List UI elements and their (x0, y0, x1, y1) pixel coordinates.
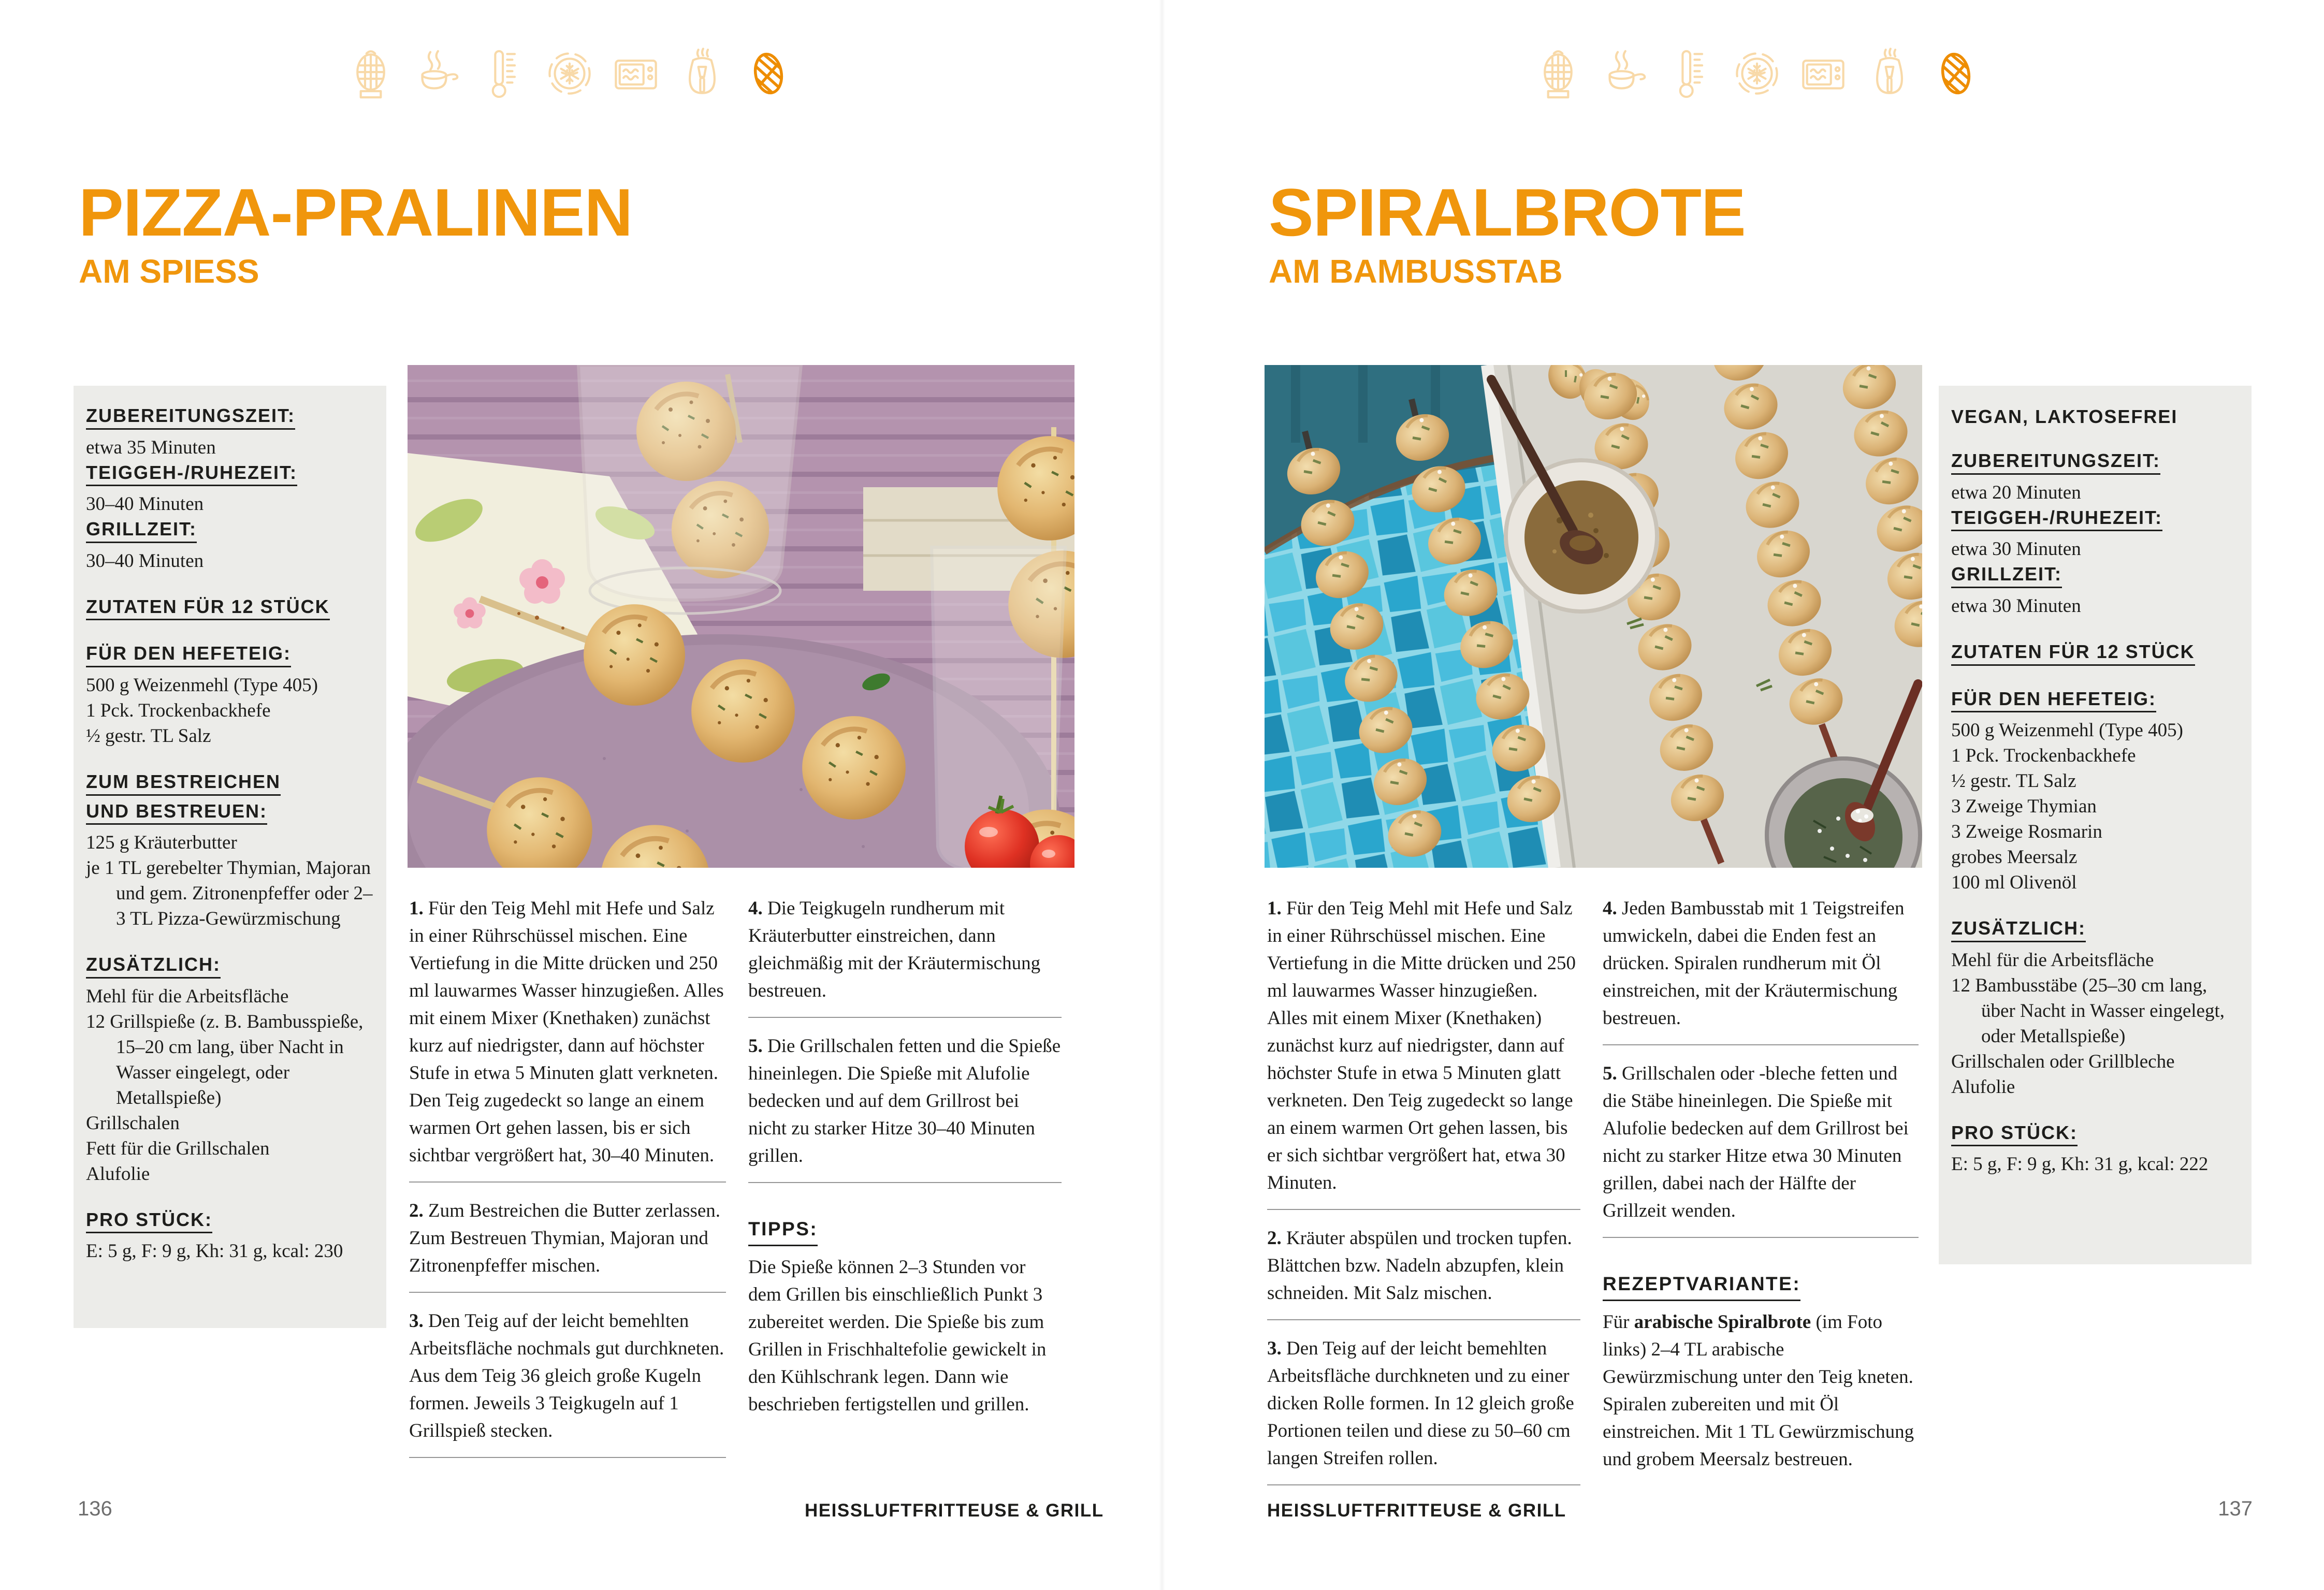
instruction-step: 1. Für den Teig Mehl mit Hefe und Salz in einer Rührschüssel mischen. Eine Vertiefung in die Mitte drücken und 250 ml lauwarmes Wasser hinzugießen. Alles mit einem Mixer (Knethaken) zunächst kurz auf niedrigster, dann auf höchster Stufe in etwa 5 Minuten glatt verkneten. Den Teig zugedeckt so lange an einem warmen Ort gehen lassen, bis er sich sichtbar vergrößert hat, 30–40 Minuten. (409, 898, 724, 1166)
instruction-step: 3. Den Teig auf der leicht bemehlten Arbeitsfläche durchkneten und zu einer dicken Rolle formen. In 12 gleich große Portionen teilen und diese zu 50–60 cm langen Streifen rollen. (1267, 1338, 1574, 1469)
step-divider (409, 1292, 726, 1293)
sidebar-line: Alufolie (1951, 1076, 2015, 1098)
instruction-step: 4. Die Teigkugeln rundherum mit Kräuterbutter einstreichen, dann gleichmäßig mit der Kräutermischung bestreuen. (748, 898, 1041, 1001)
sidebar-heading: ZUBEREITUNGSZEIT: (86, 405, 373, 430)
sidebar-block (86, 954, 373, 1187)
sidebar-line: Mehl für die Arbeitsfläche (1951, 949, 2154, 971)
sidebar-line: ½ gestr. TL Salz (1951, 770, 2076, 792)
instruction-step: 1. Für den Teig Mehl mit Hefe und Salz in einer Rührschüssel mischen. Eine Vertiefung in die Mitte drücken und 250 ml lauwarmes Wasser hinzugießen. Alles mit einem Mixer (Knethaken) zunächst kurz auf niedrigster, dann auf höchster Stufe in etwa 5 Minuten glatt verkneten. Den Teig zugedeckt so lange an einem warmen Ort gehen lassen, bis er sich sichtbar vergrößert hat, etwa 30 Minuten. (1267, 898, 1576, 1193)
saucepan-icon (1601, 46, 1648, 101)
step-number: 5. (1603, 1063, 1617, 1084)
sidebar-line: 12 Grillspieße (z. B. Bambusspieße, 15–20 cm lang, über Nacht in Wasser eingelegt, oder Metallspieße) (86, 1011, 364, 1108)
sidebar-heading: ZUM BESTREICHEN (86, 771, 373, 796)
sidebar-block (1951, 918, 2238, 1100)
sidebar-block (1951, 689, 2238, 896)
sidebar-line: 125 g Kräuterbutter (86, 832, 237, 854)
sidebar-line: etwa 35 Minuten (86, 436, 216, 458)
sidebar-line: 1 Pck. Trockenbackhefe (86, 699, 271, 721)
step-number: 3. (409, 1310, 424, 1332)
step-divider (1267, 1484, 1580, 1485)
sidebar-line: Grillschalen oder Grillbleche (1951, 1051, 2175, 1072)
page-number-right: 137 (2218, 1497, 2253, 1520)
step-number: 1. (1267, 898, 1282, 919)
instructions-column-2-left (748, 895, 1062, 1431)
saucepan-icon (413, 46, 461, 101)
recipe-info-sidebar-left (74, 386, 386, 1328)
sidebar-line: Fett für die Grillschalen (86, 1137, 270, 1159)
instruction-step: 3. Den Teig auf der leicht bemehlten Arbeitsfläche nochmals gut durchkneten. Aus dem Teig 36 gleich große Kugeln formen. Jeweils 3 Teigkugeln auf 1 Grillspieß stecken. (409, 1310, 724, 1441)
step-divider (748, 1017, 1062, 1018)
sidebar-block (86, 643, 373, 749)
step-number: 5. (748, 1035, 763, 1057)
sidebar-line: je 1 TL gerebelter Thymian, Majoran und gem. Zitronenpfeffer oder 2–3 TL Pizza-Gewürzmischung (86, 857, 373, 930)
sidebar-line: etwa 20 Minuten (1951, 482, 2081, 503)
sidebar-line: etwa 30 Minuten (1951, 595, 2081, 617)
sidebar-heading: GRILLZEIT: (86, 519, 373, 543)
page-gutter (1159, 0, 1165, 1590)
step-divider (409, 1181, 726, 1183)
step-divider (1603, 1044, 1919, 1045)
instructions-column-1-right (1267, 895, 1580, 1500)
sidebar-line: grobes Meersalz (1951, 847, 2078, 868)
step-divider (1267, 1319, 1580, 1320)
step-divider (1267, 1209, 1580, 1210)
sidebar-block (1951, 405, 2238, 428)
sidebar-heading: FÜR DEN HEFETEIG: (86, 643, 373, 667)
air-fryer-icon (1866, 46, 1913, 101)
instruction-step: 5. Die Grillschalen fetten und die Spieße hineinlegen. Die Spieße mit Alufolie bedecken und auf dem Grillrost bei nicht zu starker Hitze 30–40 Minuten grillen. (748, 1035, 1061, 1166)
variant-heading: REZEPTVARIANTE: (1603, 1270, 1919, 1308)
sidebar-block (86, 596, 373, 621)
sidebar-line: 3 Zweige Rosmarin (1951, 821, 2102, 843)
sidebar-block (1951, 450, 2238, 619)
step-number: 3. (1267, 1338, 1282, 1359)
sidebar-line: ½ gestr. TL Salz (86, 725, 211, 747)
variant-bold: arabische Spiralbrote (1634, 1311, 1811, 1333)
waffle-iron-icon (347, 46, 395, 101)
appliance-icon-row-left (347, 46, 792, 101)
sidebar-line: 500 g Weizenmehl (Type 405) (1951, 720, 2183, 741)
sidebar-heading: PRO STÜCK: (1951, 1122, 2238, 1147)
sidebar-block (86, 771, 373, 931)
instructions-column-2-right (1603, 895, 1919, 1485)
tips-text: Die Spieße können 2–3 Stunden vor dem Grillen bis einschließlich Punkt 3 zubereitet werden. Die Spieße bis zum Grillen in Frischhaltefolie gewickelt in den Kühlschrank legen. Dann wie beschrieben fertigstellen und grillen. (748, 1257, 1047, 1415)
step-divider (748, 1182, 1062, 1183)
step-number: 4. (1603, 898, 1617, 919)
sidebar-block (86, 405, 373, 574)
sidebar-line: etwa 30 Minuten (1951, 538, 2081, 560)
photo-pizza-pralinen (408, 365, 1074, 868)
sidebar-heading: PRO STÜCK: (86, 1209, 373, 1234)
sidebar-block (1951, 641, 2238, 666)
sidebar-heading: ZUTATEN FÜR 12 STÜCK (1951, 641, 2238, 666)
photo-spiralbrote (1265, 365, 1922, 868)
grill-icon (1932, 46, 1980, 101)
chapter-footer-left: HEISSLUFTFRITTEUSE & GRILL (805, 1500, 1104, 1521)
sidebar-block (1951, 1122, 2238, 1177)
defrost-icon (546, 46, 593, 101)
diet-label: VEGAN, LAKTOSEFREI (1951, 406, 2178, 427)
sidebar-line: 1 Pck. Trockenbackhefe (1951, 745, 2136, 767)
step-divider (1603, 1237, 1919, 1238)
tips-heading: TIPPS: (748, 1215, 1062, 1253)
sidebar-line: 3 Zweige Thymian (1951, 796, 2097, 818)
sidebar-heading: ZUBEREITUNGSZEIT: (1951, 450, 2238, 475)
sidebar-line: Mehl für die Arbeitsfläche (86, 985, 289, 1007)
appliance-icon-row-right (1534, 46, 1980, 101)
sidebar-heading: FÜR DEN HEFETEIG: (1951, 689, 2238, 713)
instructions-column-1-left (409, 895, 726, 1472)
step-number: 2. (1267, 1228, 1282, 1249)
grill-icon (745, 46, 792, 101)
recipe-info-sidebar-right (1939, 386, 2252, 1264)
step-number: 4. (748, 898, 763, 919)
sidebar-line: E: 5 g, F: 9 g, Kh: 31 g, kcal: 222 (1951, 1154, 2209, 1175)
sidebar-block (86, 1209, 373, 1264)
sidebar-heading: TEIGGEH-/RUHEZEIT: (1951, 507, 2238, 532)
instruction-step: 4. Jeden Bambusstab mit 1 Teigstreifen umwickeln, dabei die Enden fest an drücken. Spiralen rundherum mit Öl einstreichen, mit der Kräutermischung bestreuen. (1603, 898, 1905, 1029)
sidebar-heading: UND BESTREUEN: (86, 801, 373, 825)
defrost-icon (1733, 46, 1781, 101)
sidebar-line: 30–40 Minuten (86, 550, 204, 572)
step-number: 1. (409, 898, 424, 919)
instruction-step: 5. Grillschalen oder -bleche fetten und die Stäbe hineinlegen. Die Spieße mit Alufolie bedecken auf dem Grillrost bei nicht zu starker Hitze etwa 30 Minuten grillen, dabei nach der Hälfte der Grillzeit wenden. (1603, 1063, 1909, 1221)
instruction-step: 2. Zum Bestreichen die Butter zerlassen. Zum Bestreuen Thymian, Majoran und Zitronenpfeffer mischen. (409, 1200, 721, 1276)
step-divider (409, 1457, 726, 1458)
thermometer-icon (480, 46, 527, 101)
recipe-subtitle-right: AM BAMBUSSTAB (1269, 253, 1563, 290)
sidebar-line: E: 5 g, F: 9 g, Kh: 31 g, kcal: 230 (86, 1241, 343, 1262)
variant-text: Für arabische Spiralbrote (im Foto links) 2–4 TL arabische Gewürzmischung unter den Teig kneten. Spiralen zubereiten und mit Öl einstreichen. Mit 1 TL Gewürzmischung und grobem Meersalz bestreuen. (1603, 1311, 1914, 1470)
page-number-left: 136 (78, 1497, 112, 1520)
sidebar-line: Grillschalen (86, 1112, 180, 1134)
chapter-footer-right: HEISSLUFTFRITTEUSE & GRILL (1267, 1500, 1566, 1521)
sidebar-heading: TEIGGEH-/RUHEZEIT: (86, 462, 373, 487)
sidebar-line: 30–40 Minuten (86, 493, 204, 515)
step-number: 2. (409, 1200, 424, 1221)
sidebar-heading: ZUSÄTZLICH: (1951, 918, 2238, 942)
waffle-iron-icon (1534, 46, 1582, 101)
microwave-icon (1799, 46, 1847, 101)
sidebar-line: 100 ml Olivenöl (1951, 872, 2077, 894)
recipe-subtitle-left: AM SPIESS (79, 253, 259, 290)
recipe-title-right: SPIRALBROTE (1269, 174, 1746, 250)
sidebar-heading: ZUTATEN FÜR 12 STÜCK (86, 596, 373, 621)
instruction-step: 2. Kräuter abspülen und trocken tupfen. Blättchen bzw. Nadeln abzupfen, klein schneiden. Mit Salz mischen. (1267, 1228, 1572, 1304)
thermometer-icon (1667, 46, 1715, 101)
sidebar-line: 12 Bambusstäbe (25–30 cm lang, über Nacht in Wasser eingelegt, oder Metallspieße) (1951, 974, 2225, 1047)
sidebar-line: 500 g Weizenmehl (Type 405) (86, 674, 318, 696)
air-fryer-icon (678, 46, 726, 101)
sidebar-line: Alufolie (86, 1163, 150, 1185)
recipe-title-left: PIZZA-PRALINEN (79, 174, 633, 250)
microwave-icon (612, 46, 660, 101)
sidebar-heading: GRILLZEIT: (1951, 564, 2238, 588)
sidebar-heading: ZUSÄTZLICH: (86, 954, 373, 979)
